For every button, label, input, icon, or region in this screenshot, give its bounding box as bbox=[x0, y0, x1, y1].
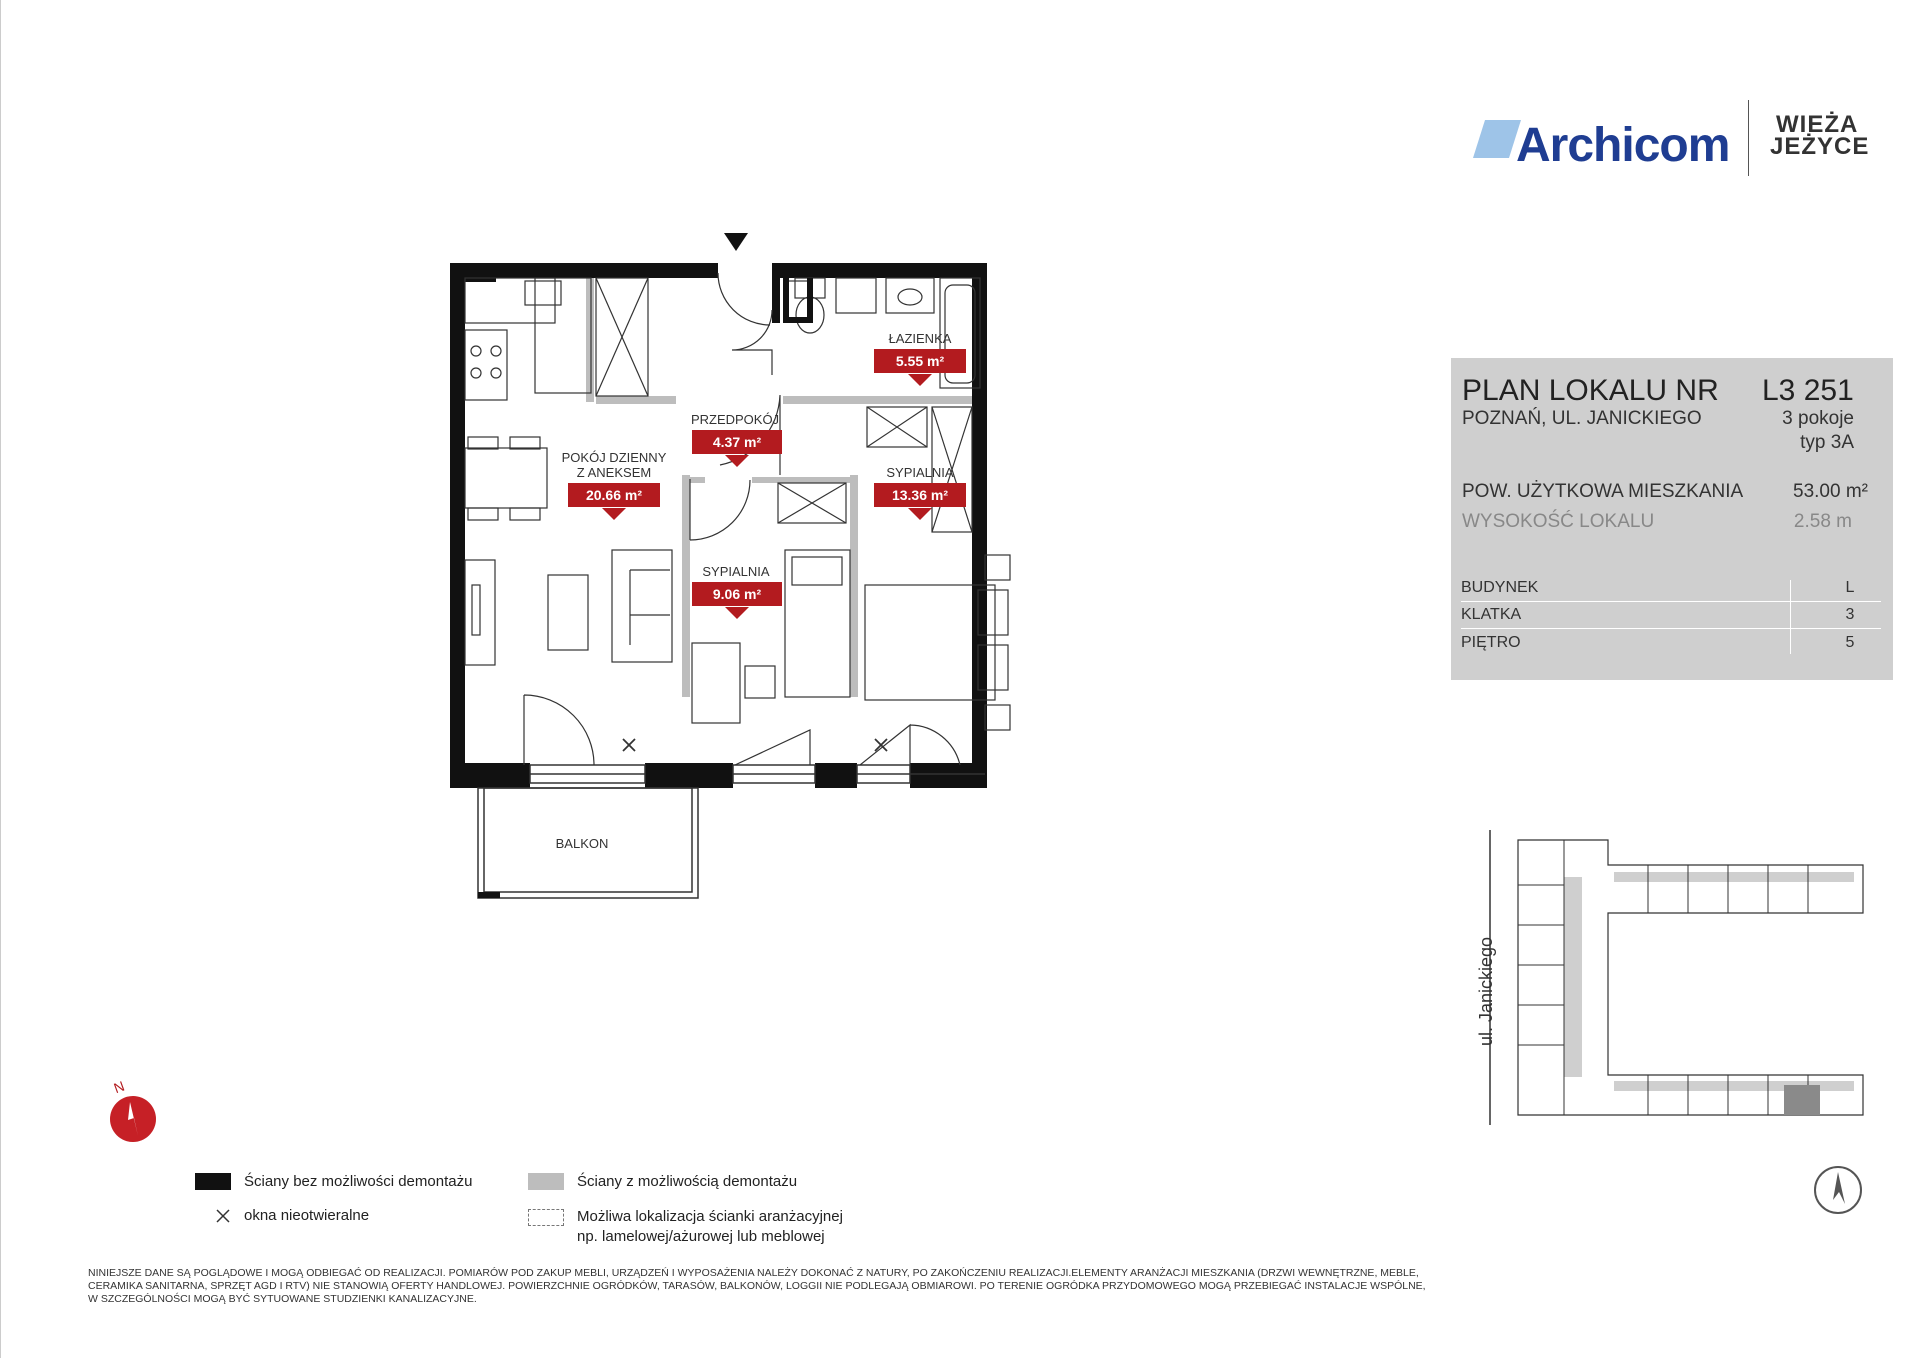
project-name-line2: JEŻYCE bbox=[1770, 133, 1870, 160]
double-bed bbox=[865, 555, 1010, 730]
badge-pointer bbox=[692, 607, 782, 619]
badge-pointer bbox=[874, 508, 966, 520]
room-name-line1: POKÓJ DZIENNY bbox=[561, 450, 667, 465]
row-divider bbox=[1461, 601, 1881, 602]
brand-name: Archicom bbox=[1516, 119, 1730, 172]
legend-fixed-walls: Ściany bez możliwości demontażu bbox=[244, 1173, 473, 1190]
compass-letter: N bbox=[111, 1077, 127, 1097]
project-name-line1: WIEŻA bbox=[1776, 111, 1859, 138]
legend-partition-line2: np. lamelowej/ażurowej lub meblowej bbox=[577, 1228, 825, 1245]
bathroom-shaft bbox=[783, 278, 813, 323]
room-name: PRZEDPOKÓJ bbox=[690, 412, 780, 427]
row-divider bbox=[1461, 628, 1881, 629]
partition-swatch bbox=[528, 1209, 564, 1226]
north-compass-icon bbox=[108, 1094, 158, 1144]
project-name bbox=[1770, 111, 1870, 160]
removable-walls bbox=[586, 265, 976, 697]
unit-highlight bbox=[1784, 1085, 1820, 1115]
building-value: L bbox=[1845, 579, 1855, 596]
room-area-badge bbox=[692, 582, 782, 624]
badge-pointer bbox=[874, 374, 966, 386]
room-area: 4.37 m² bbox=[692, 430, 782, 454]
room-area-badge bbox=[568, 483, 660, 525]
badge-pointer bbox=[692, 455, 782, 467]
room-area-badge bbox=[874, 349, 966, 391]
site-plan-drawing bbox=[1488, 825, 1878, 1125]
legend-fixed-windows: okna nieotwieralne bbox=[244, 1207, 370, 1224]
page-border bbox=[0, 0, 1, 1358]
living-furniture bbox=[465, 550, 672, 665]
address: POZNAŃ, UL. JANICKIEGO bbox=[1462, 408, 1702, 429]
room-area-badge bbox=[692, 430, 782, 472]
room-area: 9.06 m² bbox=[692, 582, 782, 606]
room-name bbox=[554, 450, 674, 480]
unit-type: typ 3A bbox=[1800, 432, 1854, 453]
area-value: 53.00 m² bbox=[1793, 481, 1868, 502]
staircase-value: 3 bbox=[1845, 606, 1855, 623]
fixed-window-icon bbox=[215, 1208, 231, 1224]
building-label: BUDYNEK bbox=[1461, 579, 1539, 596]
room-name: ŁAZIENKA bbox=[888, 331, 952, 346]
street-label: ul. Janickiego bbox=[1476, 936, 1496, 1046]
room-area-badge bbox=[874, 483, 966, 525]
height-label: WYSOKOŚĆ LOKALU bbox=[1462, 511, 1655, 532]
balcony-label: BALKON bbox=[555, 836, 609, 851]
site-north-icon bbox=[1812, 1164, 1864, 1216]
room-name-line2: Z ANEKSEM bbox=[576, 465, 652, 480]
kitchen-units bbox=[465, 278, 648, 400]
rooms-count: 3 pokoje bbox=[1782, 408, 1854, 429]
archicom-logo-mark bbox=[1473, 120, 1521, 158]
fixed-window-marks bbox=[623, 739, 887, 751]
area-label: POW. UŻYTKOWA MIESZKANIA bbox=[1462, 481, 1744, 502]
floor-label: PIĘTRO bbox=[1461, 634, 1521, 651]
badge-pointer bbox=[568, 508, 660, 520]
floor-value: 5 bbox=[1845, 634, 1855, 651]
room-name: SYPIALNIA bbox=[702, 564, 770, 579]
column-divider bbox=[1790, 580, 1791, 654]
disclaimer-text: NINIEJSZE DANE SĄ POGLĄDOWE I MOGĄ ODBIEGAĆ OD REALIZACJI. POMIARÓW POD ZAKUP MEBLI, URZĄDZEŃ I WYPOSAŻENIA NALEŻY DOKONAĆ Z NATURY, PO ZAKOŃCZENIU REALIZACJI.ELEMENTY ARANŻACJI MIESZKANIA (DRZWI WEWNĘTRZNE, MEBLE, CERAMIKA SANITARNA, SPRZĘT AGD I RTV) NIE STANOWIĄ OFERTY HANDLOWEJ. POWIERZCHNIE OGRÓDKÓW, TARASÓW, BALKONÓW, LOGGII NIE PODLEGAJĄ OBMIAROWI. PO TERENIE OGRÓDKA PRZYDOMOWEGO MOGĄ PRZEBIEGAĆ INSTALACJE WSPÓLNE, W SZCZEGÓLNOŚCI MOGĄ BYĆ SYTUOWANE STUDZIENKI KANALIZACYJNE. bbox=[88, 1267, 1426, 1305]
brand-separator bbox=[1748, 100, 1749, 176]
staircase-label: KLATKA bbox=[1461, 606, 1522, 623]
dining-set bbox=[465, 437, 547, 520]
legend-partition-line1: Możliwa lokalizacja ścianki aranżacyjnej bbox=[577, 1208, 843, 1225]
room-name: SYPIALNIA bbox=[886, 465, 954, 480]
room-area: 20.66 m² bbox=[568, 483, 660, 507]
entrance-arrow bbox=[724, 233, 748, 251]
unit-number: L3 251 bbox=[1762, 374, 1854, 407]
room-area: 13.36 m² bbox=[874, 483, 966, 507]
room-area: 5.55 m² bbox=[874, 349, 966, 373]
legend-removable-walls: Ściany z możliwością demontażu bbox=[577, 1173, 798, 1190]
height-value: 2.58 m bbox=[1793, 511, 1852, 532]
removable-wall-swatch bbox=[528, 1173, 564, 1190]
legend-partition bbox=[577, 1207, 843, 1247]
plan-title: PLAN LOKALU NR bbox=[1462, 374, 1719, 407]
fixed-wall-swatch bbox=[195, 1173, 231, 1190]
